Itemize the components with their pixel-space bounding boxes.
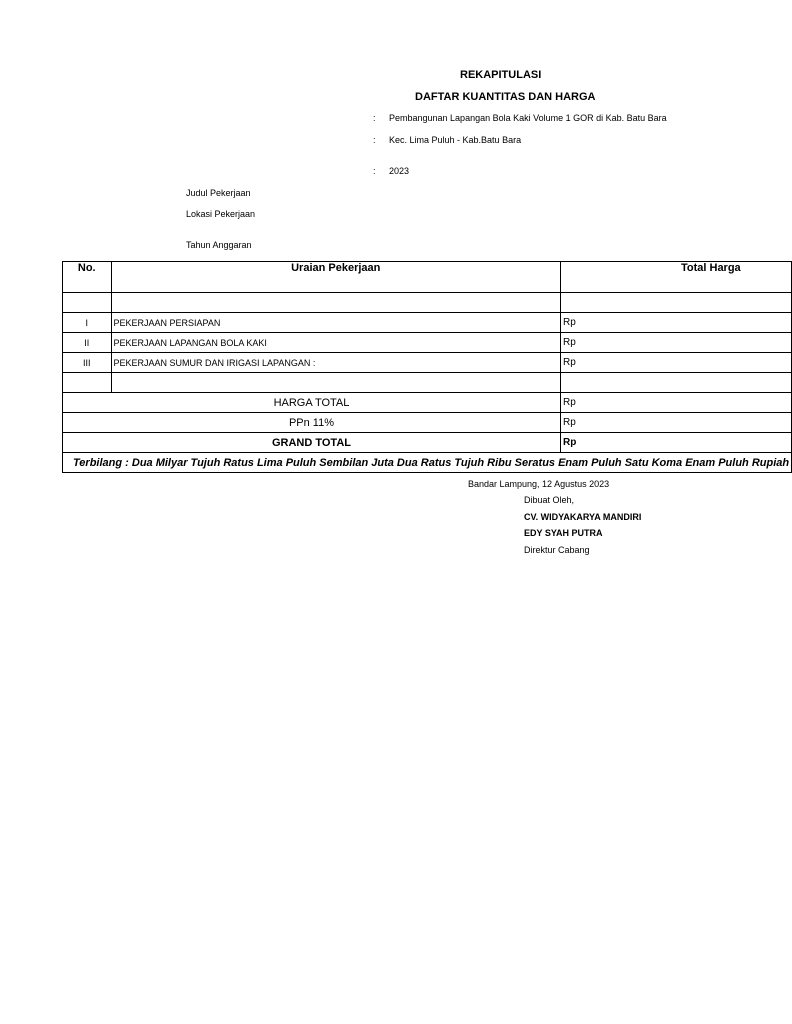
judul-colon: : <box>373 113 376 123</box>
row-no: I <box>63 313 112 333</box>
lokasi-colon: : <box>373 135 376 145</box>
row-rp: Rp <box>560 313 791 333</box>
lokasi-value: Kec. Lima Puluh - Kab.Batu Bara <box>389 135 522 145</box>
table-row <box>63 313 792 333</box>
row-rp: Rp <box>560 353 791 373</box>
doc-subtitle: DAFTAR KUANTITAS DAN HARGA <box>415 91 596 103</box>
table-row <box>63 333 792 353</box>
place-date: Bandar Lampung, 12 Agustus 2023 <box>468 479 610 489</box>
grand-total-rp: Rp <box>560 433 791 453</box>
rekap-table <box>62 261 792 473</box>
row-no: II <box>63 333 112 353</box>
terbilang-row <box>63 453 792 473</box>
tahun-colon: : <box>373 166 376 176</box>
empty-cell <box>63 293 112 313</box>
terbilang-text: Terbilang : Dua Milyar Tujuh Ratus Lima Puluh Sembilan Juta Dua Ratus Tujuh Ribu Seratus Enam Puluh Satu Koma Enam Puluh Rupiah <box>63 453 792 473</box>
harga-total-row <box>63 393 792 413</box>
table-header-row <box>63 262 792 293</box>
empty-cell <box>560 373 791 393</box>
ppn-rp: Rp <box>560 413 791 433</box>
row-desc: PEKERJAAN LAPANGAN BOLA KAKI <box>111 333 560 353</box>
empty-cell <box>111 373 560 393</box>
empty-cell <box>111 293 560 313</box>
signer-position: Direktur Cabang <box>524 545 590 555</box>
tahun-label: Tahun Anggaran <box>186 240 252 250</box>
row-desc: PEKERJAAN SUMUR DAN IRIGASI LAPANGAN : <box>111 353 560 373</box>
ppn-row <box>63 413 792 433</box>
lokasi-label: Lokasi Pekerjaan <box>186 209 256 219</box>
judul-value: Pembangunan Lapangan Bola Kaki Volume 1 GOR di Kab. Batu Bara <box>389 113 667 123</box>
signer-name: EDY SYAH PUTRA <box>524 528 603 538</box>
table-row-empty <box>63 293 792 313</box>
tahun-value: 2023 <box>389 166 410 176</box>
doc-title: REKAPITULASI <box>460 69 542 81</box>
empty-cell <box>63 373 112 393</box>
grand-total-row <box>63 433 792 453</box>
grand-total-label: GRAND TOTAL <box>63 433 561 453</box>
row-no: III <box>63 353 112 373</box>
company-name: CV. WIDYAKARYA MANDIRI <box>524 512 642 522</box>
judul-label: Judul Pekerjaan <box>186 188 251 198</box>
header-total: Total Harga <box>560 262 791 293</box>
header-uraian: Uraian Pekerjaan <box>111 262 560 293</box>
header-no: No. <box>63 262 112 293</box>
table-row-empty <box>63 373 792 393</box>
made-by: Dibuat Oleh, <box>524 495 575 505</box>
harga-total-label: HARGA TOTAL <box>63 393 561 413</box>
harga-total-rp: Rp <box>560 393 791 413</box>
table-row <box>63 353 792 373</box>
row-desc: PEKERJAAN PERSIAPAN <box>111 313 560 333</box>
row-rp: Rp <box>560 333 791 353</box>
empty-cell <box>560 293 791 313</box>
ppn-label: PPn 11% <box>63 413 561 433</box>
